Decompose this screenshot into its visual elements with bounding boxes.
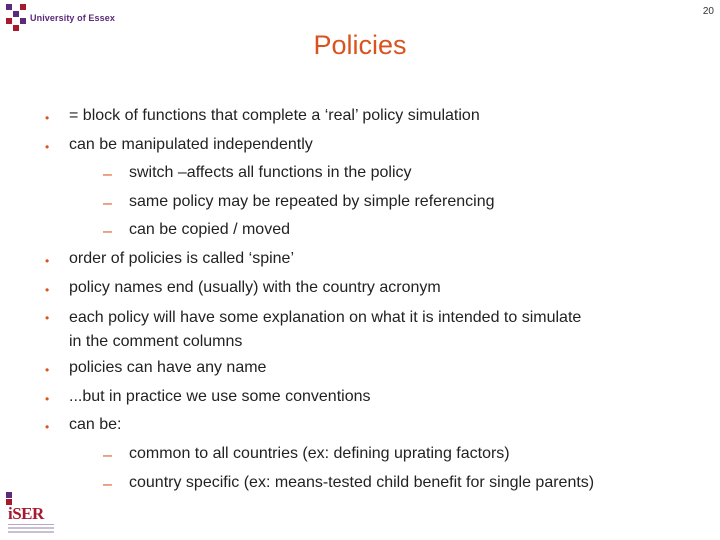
bullet-text-line: common to all countries (ex: defining uprating factors) [129,444,510,462]
bullet-item [45,356,685,385]
bullet-item [45,385,685,414]
bullet-text-line: ...but in practice we use some conventions [69,387,371,405]
university-of-essex-logo [6,4,115,31]
bullet-text [69,276,685,300]
dash-marker: – [103,166,112,184]
bullet-text-line: can be manipulated independently [69,135,313,153]
essex-logo-text: University of Essex [30,12,115,23]
bullet-item [45,413,685,442]
bullet-marker: • [45,311,50,326]
bullet-text-line: switch –affects all functions in the policy [129,164,412,182]
bullet-text-line: = block of functions that complete a ‘real’ policy simulation [69,107,480,124]
bullet-list [45,104,685,499]
bullet-text [129,471,685,495]
sub-bullet-item [45,442,685,471]
bullet-text [69,247,685,271]
dash-marker: – [103,475,112,493]
bullet-text-line: country specific (ex: means-tested child benefit for single parents) [129,473,595,491]
bullet-text-line: policy names end (usually) with the country acronym [69,278,441,296]
bullet-item [45,306,685,354]
bullet-text [69,413,685,437]
bullet-text [69,306,685,354]
bullet-marker: • [45,363,50,378]
bullet-text-line: same policy may be repeated by simple referencing [129,192,495,210]
bullet-text [69,133,685,157]
bullet-text-line: can be copied / moved [129,221,290,239]
slide-title: Policies [313,30,407,60]
page-number: 20 [702,6,714,17]
bullet-text-line: order of policies is called ‘spine’ [69,249,294,267]
bullet-text [129,161,685,185]
iser-logo [4,492,56,536]
sub-bullet-item [45,190,685,219]
bullet-item [45,276,685,305]
bullet-marker: • [45,139,50,154]
bullet-text [129,442,685,466]
bullet-item [45,104,685,133]
iser-logo-text: iSER [8,504,44,523]
bullet-marker: • [45,282,50,297]
bullet-marker: • [45,111,50,125]
bullet-item [45,133,685,162]
bullet-text-line: in the comment columns [69,333,243,351]
dash-marker: – [103,223,112,241]
bullet-marker: • [45,253,50,268]
essex-logo-mark [6,4,26,31]
bullet-text [69,104,685,128]
bullet-marker: • [45,420,50,435]
bullet-text [69,356,685,380]
bullet-marker: • [45,391,50,406]
bullet-text [69,385,685,409]
bullet-text [129,218,685,242]
dash-marker: – [103,194,112,212]
bullet-item [45,247,685,276]
bullet-text-line: can be: [69,416,122,434]
sub-bullet-item [45,471,685,500]
dash-marker: – [103,446,112,464]
bullet-text-line: each policy will have some explanation on what it is intended to simulate [69,309,582,327]
bullet-text-line: policies can have any name [69,359,267,377]
bullet-text [129,190,685,214]
iser-logo-subtext [8,524,54,533]
sub-bullet-item [45,161,685,190]
sub-bullet-item [45,218,685,247]
